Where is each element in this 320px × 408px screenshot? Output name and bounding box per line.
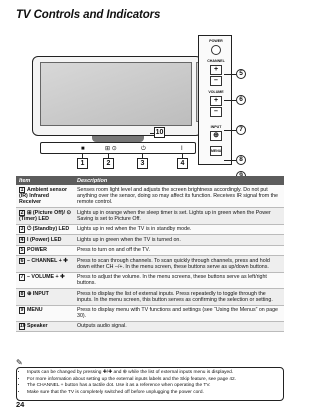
- remote-sensor-icon: ■: [81, 145, 85, 152]
- row-number: 7: [20, 274, 24, 281]
- row-item: ⊞ (Picture Off)/ ⊙ (Timer) LED: [19, 209, 71, 223]
- row-number: 1: [20, 186, 24, 193]
- notes-box: [16, 367, 284, 401]
- power-button: [211, 45, 221, 55]
- table-row: [16, 305, 284, 321]
- table-row: [16, 256, 284, 272]
- row-item: – CHANNEL + ✚: [27, 257, 68, 264]
- item-column-header: Item: [16, 176, 74, 185]
- callout-2: 2: [103, 158, 114, 169]
- row-number: 8: [20, 290, 24, 297]
- table-row: [16, 245, 284, 256]
- input-button: ⊕: [210, 131, 222, 141]
- callout-4: 4: [177, 158, 188, 169]
- callout-3: 3: [137, 158, 148, 169]
- table-row: [16, 185, 284, 207]
- row-description: Press to display the list of external inputs. Press repeatedly to toggle through the inputs. In the menu screen, this button serves as confirming the selection or setting.: [74, 289, 284, 305]
- standby-led-icon: ⏻: [141, 145, 146, 152]
- row-description: Press to adjust the volume. In the menu screens, these buttons serve as left/right buttons.: [74, 272, 284, 288]
- row-item: ⊕ INPUT: [27, 290, 49, 297]
- row-description: Lights up in green when the TV is turned on.: [74, 235, 284, 246]
- table-row: [16, 272, 284, 288]
- callout-7: 7: [236, 125, 246, 135]
- volume-down-button: –: [210, 107, 222, 117]
- row-item: Ambient sensor (IR) Infrared Receiver: [19, 186, 68, 206]
- page-title: TV Controls and Indicators: [16, 9, 161, 21]
- row-number: 4: [20, 236, 24, 243]
- row-description: Outputs audio signal.: [74, 321, 284, 332]
- timer-led-icon: ⊞ ⊙: [105, 145, 117, 152]
- row-item: I (Power) LED: [27, 236, 62, 243]
- table-row: [16, 224, 284, 235]
- row-description: Lights up in orange when the sleep timer is set. Lights up in green when the Power Saving is set to Picture Off.: [74, 208, 284, 225]
- row-description: Press to scan through channels. To scan quickly through channels, press and hold down either CH –/+. In the menu screen, these buttons serve as up/down buttons.: [74, 256, 284, 272]
- channel-down-button: –: [210, 76, 222, 86]
- table-row: [16, 208, 284, 225]
- callout-10: 10: [155, 129, 164, 136]
- callout-6: 6: [236, 95, 246, 105]
- description-column-header: Description: [74, 176, 284, 185]
- channel-up-button: +: [210, 65, 222, 75]
- row-number: 5: [20, 247, 24, 254]
- tv-illustration: [0, 30, 300, 168]
- note-item: • For more information about setting up the external inputs labels and the Skip feature, see page 42.: [27, 377, 279, 384]
- volume-up-button: +: [210, 96, 222, 106]
- row-number: 3: [20, 226, 24, 233]
- callout-8: 8: [236, 155, 246, 165]
- row-number: 2: [20, 209, 24, 216]
- table-header-row: [16, 176, 284, 185]
- power-led-icon: I: [181, 145, 183, 152]
- controls-table: [16, 176, 284, 332]
- note-item: • The CHANNEL + button has a tactile dot. Use it as a reference when operating the TV.: [27, 383, 279, 390]
- note-pencil-icon: ✎: [16, 358, 23, 367]
- input-label: INPUT: [210, 125, 222, 129]
- row-item: MENU: [27, 307, 43, 314]
- volume-label: VOLUME: [208, 90, 224, 94]
- row-item: POWER: [27, 247, 48, 254]
- note-item: • Make sure that the TV is completely switched off before unplugging the power cord.: [27, 390, 279, 397]
- note-item: • Inputs can be changed by pressing ✚/✚ and ⊕ while the list of external inputs menu is displayed.: [27, 370, 279, 377]
- callout-5: 5: [236, 69, 246, 79]
- row-description: Press to turn on and off the TV.: [74, 245, 284, 256]
- table-row: [16, 289, 284, 305]
- table-row: [16, 235, 284, 246]
- row-item: – VOLUME + ✚: [27, 274, 65, 281]
- row-number: 9: [20, 307, 24, 314]
- menu-button: MENU: [210, 146, 222, 156]
- power-label: POWER: [209, 39, 223, 43]
- tv-screen: [40, 62, 192, 126]
- row-item: ⏻ (Standby) LED: [27, 226, 70, 233]
- front-indicator-panel: [40, 142, 196, 154]
- row-item: Speaker: [27, 323, 48, 330]
- row-number: 6: [20, 257, 24, 264]
- row-description: Press to display menu with TV functions and settings (see “Using the Menus” on page 30).: [74, 305, 284, 321]
- callout-1: 1: [77, 158, 88, 169]
- row-description: Senses room light level and adjusts the screen brightness accordingly. Do not put anything over the sensor, doing so may affect its function. Receives IR signal from the remote control.: [74, 185, 284, 207]
- row-description: Lights up in red when the TV is in standby mode.: [74, 224, 284, 235]
- table-row: [16, 321, 284, 332]
- page-number: 24: [16, 400, 25, 408]
- row-number: 10: [20, 323, 26, 330]
- channel-label: CHANNEL: [207, 59, 225, 63]
